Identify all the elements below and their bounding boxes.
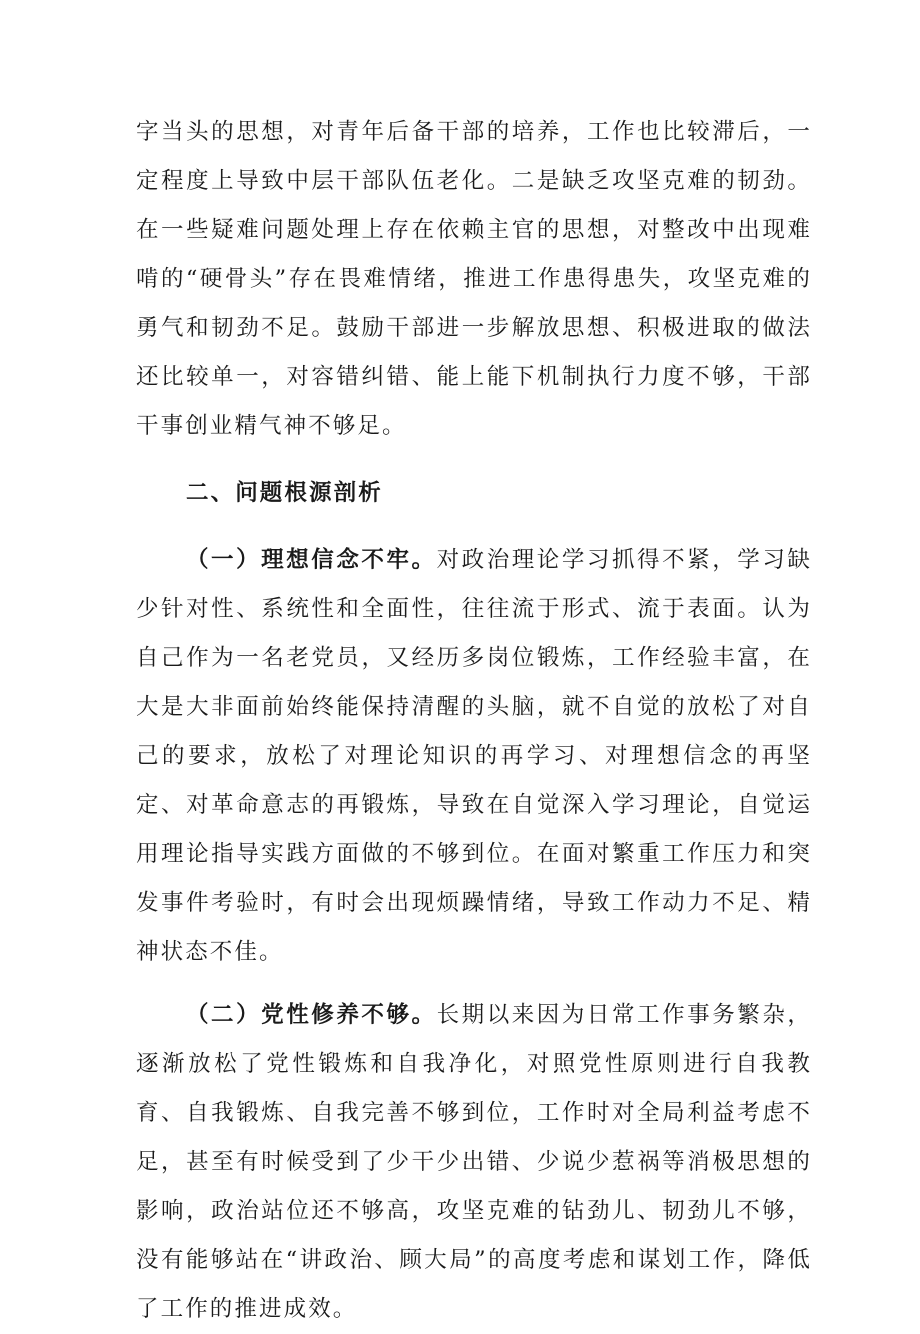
document-page (136, 108, 812, 1334)
subsection-body-1: 对政治理论学习抓得不紧，学习缺少针对性、系统性和全面性，往往流于形式、流于表面。认为自己作为一名老党员，又经历多岗位锻炼，工作经验丰富，在大是大非面前始终能保持清醒的头脑，就不自觉的放松了对自己的要求，放松了对理论知识的再学习、对理想信念的再坚定、对革命意志的再锻炼，导致在自觉深入学习理论，自觉运用理论指导实践方面做的不够到位。在面对繁重工作压力和突发事件考验时，有时会出现烦躁情绪，导致工作动力不足、精神状态不佳。 (136, 547, 812, 965)
subsection-lead-2: （二）党性修养不够。 (186, 1002, 437, 1028)
body-paragraph: 字当头的思想，对青年后备干部的培养，工作也比较滞后，一定程度上导致中层干部队伍老化。二是缺乏攻坚克难的韧劲。在一些疑难问题处理上存在依赖主官的思想，对整改中出现难啃的“硬骨头”存在畏难情绪，推进工作患得患失，攻坚克难的勇气和韧劲不足。鼓励干部进一步解放思想、积极进取的做法还比较单一，对容错纠错、能上能下机制执行力度不够，干部干事创业精气神不够足。 (136, 119, 812, 439)
subsection-paragraph-1 (136, 536, 812, 977)
subsection-body-2: 长期以来因为日常工作事务繁杂，逐渐放松了党性锻炼和自我净化，对照党性原则进行自我教育、自我锻炼、自我完善不够到位，工作时对全局利益考虑不足，甚至有时候受到了少干少出错、少说少惹祸等消极思想的影响，政治站位还不够高，攻坚克难的钻劲儿、韧劲儿不够，没有能够站在“讲政治、顾大局”的高度考虑和谋划工作，降低了工作的推进成效。 (136, 1002, 812, 1322)
subsection-lead-1: （一）理想信念不牢。 (186, 547, 437, 573)
section-heading: 二、问题根源剖析 (186, 480, 383, 506)
subsection-paragraph-2 (136, 977, 812, 1334)
